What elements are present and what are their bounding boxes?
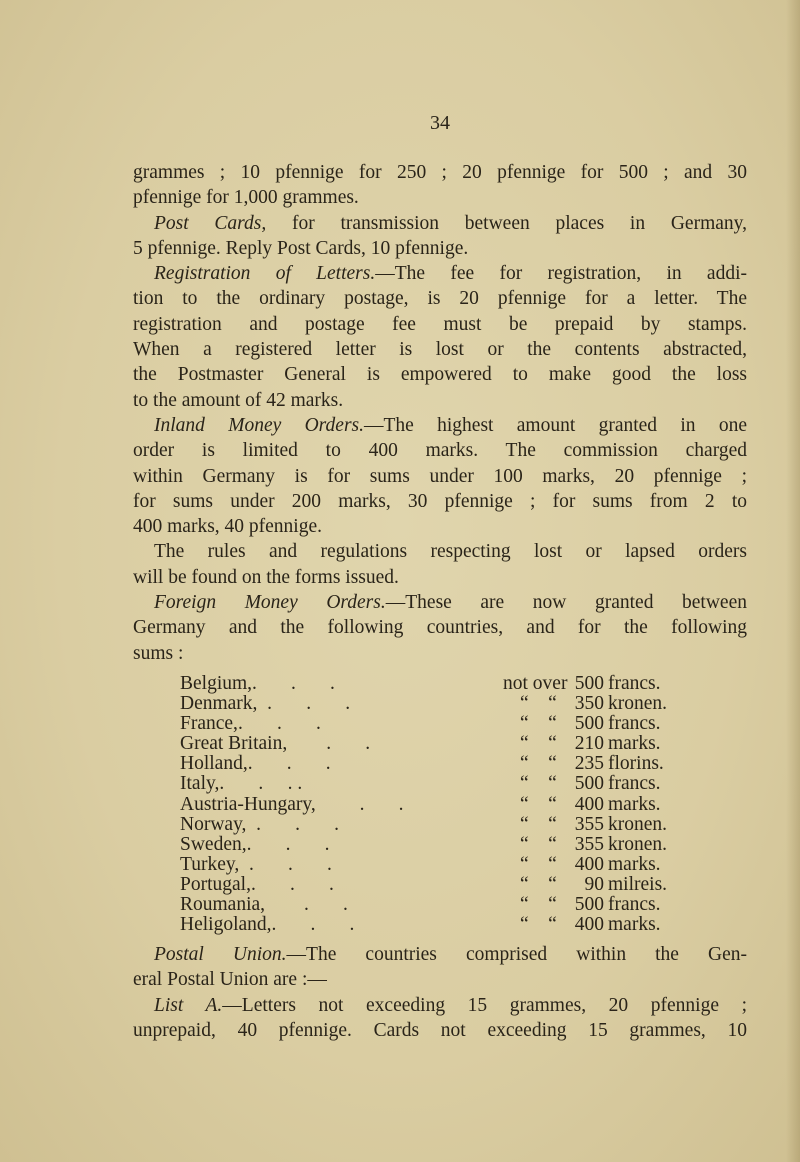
limit-label: “ “ bbox=[520, 773, 557, 795]
currency-unit: kronen. bbox=[608, 813, 668, 835]
country-name: Italy, bbox=[180, 773, 220, 795]
currency-unit: kronen. bbox=[608, 693, 668, 715]
amount-value: 355 bbox=[574, 833, 604, 855]
text-line bbox=[133, 641, 747, 666]
limit-label: “ “ bbox=[520, 693, 557, 715]
limit-label: “ “ bbox=[520, 713, 557, 735]
text-line bbox=[133, 514, 747, 539]
table-row bbox=[133, 855, 747, 875]
paragraph bbox=[133, 590, 747, 666]
country-cell bbox=[180, 754, 331, 774]
line-text: —Letters not exceeding 15 grammes, 20 pfennige ; bbox=[222, 994, 747, 1016]
text-line bbox=[133, 464, 747, 489]
country-name: Portugal, bbox=[180, 873, 251, 895]
currency-unit: milreis. bbox=[608, 873, 668, 895]
text-line bbox=[133, 185, 747, 210]
line-text: grammes ; 10 pfennige for 250 ; 20 pfennige for 500 ; and 30 bbox=[133, 162, 747, 183]
table-row bbox=[133, 795, 747, 815]
table-row bbox=[133, 674, 747, 694]
dot-leader: . . . bbox=[271, 914, 355, 936]
amount-value: 235 bbox=[574, 753, 604, 775]
country-name: Holland, bbox=[180, 753, 248, 775]
line-text: The rules and regulations respecting lost or lapsed orders bbox=[154, 541, 747, 563]
country-cell bbox=[180, 795, 404, 815]
country-name: Heligoland, bbox=[180, 914, 272, 936]
text-line bbox=[133, 286, 747, 311]
line-text: Germany and the following countries, and for the following bbox=[133, 617, 747, 639]
dot-leader: . . . bbox=[246, 833, 330, 855]
text-line bbox=[133, 565, 747, 590]
line-text: 400 marks, 40 pfennige. bbox=[133, 516, 323, 538]
amount-value: 400 bbox=[574, 914, 604, 936]
line-text: —The highest amount granted in one bbox=[364, 414, 747, 436]
line-text: tion to the ordinary postage, is 20 pfennige for a letter. The bbox=[133, 288, 747, 310]
country-cell bbox=[180, 714, 321, 734]
table-row bbox=[133, 835, 747, 855]
text-line bbox=[133, 539, 747, 564]
country-cell bbox=[180, 835, 330, 855]
dot-leader: . . . bbox=[247, 753, 331, 775]
italic-heading: Registration of Letters. bbox=[154, 263, 376, 285]
currency-unit: marks. bbox=[608, 853, 661, 875]
amount-value: 400 bbox=[574, 793, 604, 815]
line-text: to the amount of 42 marks. bbox=[133, 389, 344, 411]
line-text: within Germany is for sums under 100 marks, 20 pfennige ; bbox=[133, 465, 747, 487]
text-line bbox=[133, 438, 747, 463]
paragraph bbox=[133, 942, 747, 993]
country-cell bbox=[180, 875, 334, 895]
country-cell bbox=[180, 855, 332, 875]
text-line bbox=[133, 337, 747, 362]
amount-value: 500 bbox=[574, 713, 604, 735]
dot-leader: . . bbox=[287, 733, 371, 755]
table-row bbox=[133, 915, 747, 935]
amount-value: 400 bbox=[574, 853, 604, 875]
limit-label: “ “ bbox=[520, 793, 557, 815]
country-name: Denmark, . bbox=[180, 693, 273, 715]
amount-value: 355 bbox=[574, 813, 604, 835]
text-line bbox=[133, 362, 747, 387]
line-text: will be found on the forms issued. bbox=[133, 566, 399, 588]
paragraph bbox=[133, 413, 747, 539]
paragraphs-after-table bbox=[133, 942, 747, 1043]
currency-unit: kronen. bbox=[608, 833, 668, 855]
line-text: order is limited to 400 marks. The commission charged bbox=[133, 440, 747, 462]
italic-heading: Inland Money Orders. bbox=[154, 414, 364, 436]
paragraph bbox=[133, 261, 747, 413]
line-text: eral Postal Union are :— bbox=[133, 969, 327, 991]
text-line bbox=[133, 489, 747, 514]
dot-leader: . . . bbox=[250, 873, 334, 895]
line-text: —The fee for registration, in addi- bbox=[375, 263, 747, 285]
italic-heading: Foreign Money Orders. bbox=[154, 592, 386, 614]
table-row bbox=[133, 774, 747, 794]
limit-label: “ “ bbox=[520, 873, 557, 895]
line-text: for sums under 200 marks, 30 pfennige ; for sums from 2 to bbox=[133, 490, 747, 512]
amount-value: 500 bbox=[574, 672, 604, 694]
page-edge-shadow bbox=[786, 0, 800, 1162]
page-body bbox=[133, 160, 747, 1043]
country-cell bbox=[180, 895, 348, 915]
currency-unit: marks. bbox=[608, 914, 661, 936]
table-row bbox=[133, 694, 747, 714]
country-name: Austria-Hungary, bbox=[180, 793, 316, 815]
text-line bbox=[133, 312, 747, 337]
paragraph bbox=[133, 539, 747, 590]
text-line bbox=[133, 590, 747, 615]
country-name: France, bbox=[180, 713, 238, 735]
country-name: Roumania, bbox=[180, 893, 266, 915]
text-line bbox=[133, 1018, 747, 1043]
amount-value: 500 bbox=[574, 773, 604, 795]
table-row bbox=[133, 714, 747, 734]
line-text: 5 pfennige. Reply Post Cards, 10 pfennige. bbox=[133, 237, 469, 259]
country-cell bbox=[180, 774, 302, 794]
text-line bbox=[133, 615, 747, 640]
money-order-limits-table bbox=[133, 674, 747, 935]
line-text: sums : bbox=[133, 642, 184, 664]
currency-unit: marks. bbox=[608, 733, 661, 755]
italic-heading: Post Cards, bbox=[154, 212, 267, 234]
limit-label: “ “ bbox=[520, 733, 557, 755]
limit-label: “ “ bbox=[520, 813, 557, 835]
line-text: When a registered letter is lost or the contents abstracted, bbox=[133, 339, 747, 361]
dot-leader: . . . bbox=[252, 672, 335, 694]
table-row bbox=[133, 895, 747, 915]
text-line bbox=[133, 993, 747, 1018]
dot-leader: . . bbox=[265, 893, 348, 915]
currency-unit: francs. bbox=[608, 672, 661, 694]
currency-unit: francs. bbox=[608, 893, 661, 915]
text-line bbox=[133, 160, 747, 185]
italic-heading: Postal Union. bbox=[154, 944, 287, 966]
country-cell bbox=[180, 915, 354, 935]
line-text: —The countries comprised within the Gen- bbox=[286, 944, 747, 966]
currency-unit: florins. bbox=[608, 753, 664, 775]
paragraph bbox=[133, 211, 747, 262]
table-row bbox=[133, 734, 747, 754]
amount-value: 350 bbox=[574, 693, 604, 715]
line-text: the Postmaster General is empowered to make good the loss bbox=[133, 364, 747, 386]
text-line bbox=[133, 261, 747, 286]
text-line bbox=[133, 967, 747, 992]
country-name: Sweden, bbox=[180, 833, 247, 855]
country-cell bbox=[180, 734, 370, 754]
table-row bbox=[133, 754, 747, 774]
amount-value: 90 bbox=[584, 873, 604, 895]
line-text: —These are now granted between bbox=[385, 592, 747, 614]
country-cell bbox=[180, 674, 335, 694]
page-number: 34 bbox=[430, 112, 450, 134]
text-line bbox=[133, 413, 747, 438]
paragraph bbox=[133, 160, 747, 211]
limit-label: “ “ bbox=[520, 914, 557, 936]
dot-leader: . . bbox=[253, 853, 332, 875]
currency-unit: marks. bbox=[608, 793, 661, 815]
limit-label: “ “ bbox=[520, 853, 557, 875]
country-name: Turkey, . bbox=[180, 853, 254, 875]
italic-heading: List A. bbox=[154, 994, 223, 1016]
text-line bbox=[133, 211, 747, 236]
dot-leader: . . bbox=[315, 793, 404, 815]
limit-label: “ “ bbox=[520, 753, 557, 775]
dot-leader: . . bbox=[261, 813, 340, 835]
limit-label: “ “ bbox=[520, 833, 557, 855]
text-line bbox=[133, 942, 747, 967]
table-row bbox=[133, 815, 747, 835]
dot-leader: . . . bbox=[237, 713, 321, 735]
country-name: Belgium, bbox=[180, 672, 253, 694]
country-name: Great Britain, bbox=[180, 733, 288, 755]
currency-unit: francs. bbox=[608, 713, 661, 735]
country-cell bbox=[180, 815, 339, 835]
line-text: for transmission between places in Germany, bbox=[266, 212, 747, 234]
paragraphs-before-table bbox=[133, 160, 747, 666]
currency-unit: francs. bbox=[608, 773, 661, 795]
text-line bbox=[133, 236, 747, 261]
country-cell bbox=[180, 694, 350, 714]
text-line bbox=[133, 388, 747, 413]
country-name: Norway, . bbox=[180, 813, 262, 835]
limit-label: not over bbox=[503, 672, 568, 694]
table-row bbox=[133, 875, 747, 895]
limit-label: “ “ bbox=[520, 893, 557, 915]
amount-value: 210 bbox=[574, 733, 604, 755]
line-text: registration and postage fee must be prepaid by stamps. bbox=[133, 313, 747, 335]
dot-leader: . . bbox=[272, 693, 351, 715]
line-text: pfennige for 1,000 grammes. bbox=[133, 187, 359, 209]
dot-leader: . . . . bbox=[219, 773, 303, 795]
paragraph bbox=[133, 993, 747, 1044]
amount-value: 500 bbox=[574, 893, 604, 915]
line-text: unprepaid, 40 pfennige. Cards not exceeding 15 grammes, 10 bbox=[133, 1020, 747, 1042]
